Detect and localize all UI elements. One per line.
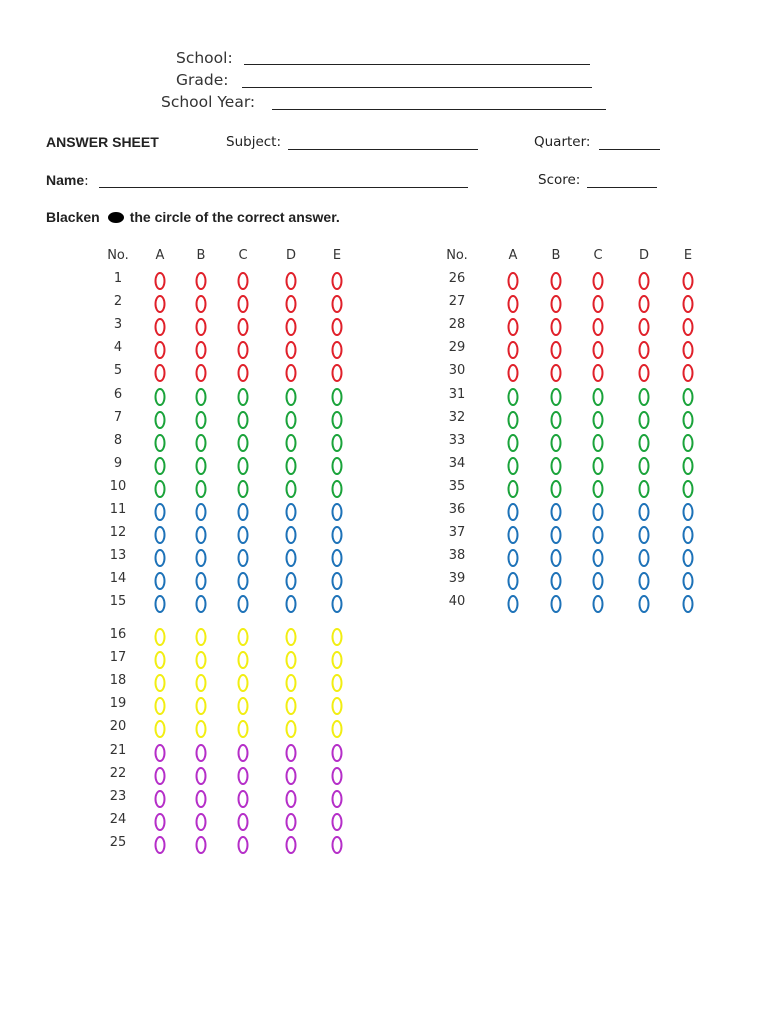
answer-bubble-c[interactable] [593,411,604,429]
question-number: 7 [113,409,123,425]
answer-bubble-a[interactable] [155,318,166,336]
score-blank[interactable] [587,187,657,188]
left-choice-e-header: E [332,248,342,263]
question-number: 22 [109,765,127,781]
answer-bubble-d[interactable] [286,595,297,613]
right-choice-e-header: E [683,248,693,263]
answer-bubble-b[interactable] [196,341,207,359]
answer-bubble-e[interactable] [332,697,343,715]
answer-bubble-b[interactable] [196,836,207,854]
answer-bubble-d[interactable] [639,549,650,567]
answer-bubble-b[interactable] [551,503,562,521]
answer-bubble-d[interactable] [286,388,297,406]
answer-bubble-b[interactable] [196,767,207,785]
answer-bubble-a[interactable] [508,318,519,336]
answer-bubble-d[interactable] [286,628,297,646]
instruction-blacken: Blacken [46,209,100,225]
answer-bubble-c[interactable] [238,480,249,498]
answer-bubble-a[interactable] [155,744,166,762]
subject-label: Subject: [226,134,282,150]
answer-bubble-b[interactable] [551,457,562,475]
answer-bubble-d[interactable] [639,480,650,498]
question-number: 14 [109,571,127,587]
answer-bubble-d[interactable] [286,457,297,475]
answer-bubble-c[interactable] [238,674,249,692]
answer-bubble-b[interactable] [196,651,207,669]
answer-bubble-b[interactable] [196,503,207,521]
question-number: 27 [448,294,466,310]
score-label: Score: [538,172,581,188]
answer-bubble-a[interactable] [508,341,519,359]
answer-bubble-a[interactable] [155,813,166,831]
answer-bubble-d[interactable] [286,836,297,854]
question-number: 9 [113,455,123,471]
answer-bubble-b[interactable] [196,549,207,567]
right-choice-a-header: A [508,248,518,263]
answer-bubble-c[interactable] [238,364,249,382]
question-number: 5 [113,363,123,379]
answer-bubble-b[interactable] [551,318,562,336]
answer-bubble-b[interactable] [196,480,207,498]
answer-bubble-e[interactable] [332,790,343,808]
answer-bubble-c[interactable] [593,457,604,475]
answer-bubble-e[interactable] [332,674,343,692]
answer-bubble-c[interactable] [593,272,604,290]
answer-bubble-e[interactable] [332,457,343,475]
answer-bubble-b[interactable] [196,572,207,590]
question-number: 8 [113,432,123,448]
name-field [46,172,89,189]
school-label: School: [176,49,233,67]
answer-bubble-c[interactable] [238,503,249,521]
answer-bubble-a[interactable] [155,341,166,359]
answer-bubble-c[interactable] [238,697,249,715]
answer-bubble-c[interactable] [238,388,249,406]
question-number: 20 [109,719,127,735]
answer-bubble-b[interactable] [196,526,207,544]
answer-bubble-d[interactable] [639,341,650,359]
answer-bubble-e[interactable] [683,364,694,382]
answer-bubble-a[interactable] [155,272,166,290]
answer-bubble-c[interactable] [238,295,249,313]
answer-bubble-e[interactable] [683,526,694,544]
answer-bubble-b[interactable] [196,697,207,715]
answer-bubble-e[interactable] [683,549,694,567]
answer-bubble-d[interactable] [639,364,650,382]
answer-bubble-b[interactable] [551,341,562,359]
answer-bubble-c[interactable] [238,813,249,831]
question-number: 2 [113,294,123,310]
answer-bubble-e[interactable] [683,595,694,613]
answer-bubble-a[interactable] [155,790,166,808]
name-label: Name [46,172,85,188]
question-number: 39 [448,571,466,587]
answer-bubble-a[interactable] [155,674,166,692]
answer-bubble-b[interactable] [551,388,562,406]
question-number: 13 [109,548,127,564]
answer-bubble-e[interactable] [332,572,343,590]
answer-bubble-a[interactable] [508,411,519,429]
answer-bubble-d[interactable] [286,318,297,336]
answer-bubble-e[interactable] [332,341,343,359]
answer-bubble-c[interactable] [593,434,604,452]
answer-bubble-e[interactable] [332,411,343,429]
answer-bubble-c[interactable] [238,744,249,762]
question-number: 38 [448,548,466,564]
answer-bubble-a[interactable] [155,526,166,544]
answer-bubble-c[interactable] [238,549,249,567]
answer-bubble-e[interactable] [332,836,343,854]
answer-bubble-e[interactable] [332,651,343,669]
answer-bubble-d[interactable] [639,272,650,290]
answer-bubble-b[interactable] [551,526,562,544]
answer-bubble-b[interactable] [196,813,207,831]
answer-bubble-d[interactable] [639,503,650,521]
answer-bubble-e[interactable] [332,526,343,544]
answer-bubble-b[interactable] [196,272,207,290]
answer-bubble-d[interactable] [286,790,297,808]
grade-label: Grade: [176,71,229,89]
quarter-blank[interactable] [599,149,660,150]
question-number: 25 [109,834,127,850]
question-number: 34 [448,455,466,471]
answer-bubble-a[interactable] [155,836,166,854]
answer-bubble-d[interactable] [286,411,297,429]
answer-bubble-c[interactable] [238,628,249,646]
answer-bubble-d[interactable] [639,434,650,452]
answer-bubble-d[interactable] [639,411,650,429]
answer-bubble-e[interactable] [332,767,343,785]
answer-bubble-c[interactable] [593,549,604,567]
answer-bubble-e[interactable] [332,813,343,831]
question-number: 21 [109,742,127,758]
answer-bubble-c[interactable] [238,720,249,738]
answer-bubble-e[interactable] [683,388,694,406]
answer-bubble-d[interactable] [639,595,650,613]
answer-bubble-d[interactable] [286,364,297,382]
school-field [176,49,233,67]
question-number: 15 [109,594,127,610]
answer-bubble-b[interactable] [196,388,207,406]
answer-bubble-a[interactable] [155,388,166,406]
answer-bubble-e[interactable] [683,503,694,521]
answer-bubble-d[interactable] [286,720,297,738]
answer-bubble-d[interactable] [286,651,297,669]
answer-bubble-c[interactable] [593,480,604,498]
answer-bubble-d[interactable] [639,318,650,336]
answer-bubble-e[interactable] [332,364,343,382]
question-number: 6 [113,386,123,402]
answer-bubble-c[interactable] [238,411,249,429]
answer-bubble-e[interactable] [683,411,694,429]
answer-bubble-c[interactable] [593,388,604,406]
answer-bubble-a[interactable] [155,720,166,738]
question-number: 17 [109,650,127,666]
answer-bubble-c[interactable] [238,272,249,290]
left-choice-c-header: C [238,248,248,263]
question-number: 31 [448,386,466,402]
answer-bubble-a[interactable] [155,434,166,452]
answer-bubble-b[interactable] [196,295,207,313]
answer-bubble-e[interactable] [332,628,343,646]
answer-bubble-a[interactable] [155,572,166,590]
answer-bubble-e[interactable] [683,434,694,452]
right-choice-d-header: D [638,248,650,263]
question-number: 1 [113,271,123,286]
answer-bubble-e[interactable] [332,295,343,313]
answer-bubble-c[interactable] [238,434,249,452]
answer-bubble-b[interactable] [551,572,562,590]
answer-bubble-b[interactable] [551,364,562,382]
answer-bubble-a[interactable] [508,549,519,567]
answer-bubble-a[interactable] [508,434,519,452]
answer-bubble-b[interactable] [551,295,562,313]
answer-bubble-b[interactable] [196,318,207,336]
answer-bubble-a[interactable] [508,272,519,290]
answer-bubble-c[interactable] [238,526,249,544]
answer-bubble-e[interactable] [332,503,343,521]
answer-bubble-e[interactable] [332,388,343,406]
answer-bubble-b[interactable] [196,411,207,429]
answer-bubble-d[interactable] [286,503,297,521]
question-number: 19 [109,696,127,712]
answer-bubble-a[interactable] [508,388,519,406]
question-number: 23 [109,788,127,804]
answer-bubble-e[interactable] [683,480,694,498]
answer-bubble-c[interactable] [238,318,249,336]
answer-bubble-c[interactable] [593,364,604,382]
answer-bubble-a[interactable] [508,457,519,475]
answer-bubble-e[interactable] [683,295,694,313]
answer-bubble-d[interactable] [286,272,297,290]
answer-bubble-e[interactable] [332,318,343,336]
left-choice-d-header: D [285,248,297,263]
answer-bubble-e[interactable] [332,595,343,613]
answer-bubble-a[interactable] [155,411,166,429]
answer-bubble-d[interactable] [286,674,297,692]
answer-bubble-a[interactable] [155,767,166,785]
question-number: 10 [109,478,127,494]
answer-bubble-c[interactable] [593,572,604,590]
answer-bubble-a[interactable] [508,572,519,590]
question-number: 32 [448,409,466,425]
answer-bubble-c[interactable] [238,767,249,785]
answer-bubble-e[interactable] [683,272,694,290]
answer-bubble-d[interactable] [286,341,297,359]
answer-bubble-d[interactable] [286,480,297,498]
quarter-label: Quarter: [534,134,591,150]
answer-bubble-d[interactable] [286,697,297,715]
school-year-field [161,93,255,111]
answer-bubble-d[interactable] [286,572,297,590]
instruction [46,209,340,225]
answer-bubble-c[interactable] [593,595,604,613]
question-number: 36 [448,502,466,517]
answer-bubble-c[interactable] [593,503,604,521]
answer-bubble-c[interactable] [593,295,604,313]
grade-blank[interactable] [242,87,592,88]
answer-bubble-d[interactable] [286,434,297,452]
answer-bubble-a[interactable] [508,295,519,313]
answer-bubble-e[interactable] [332,434,343,452]
answer-bubble-b[interactable] [196,628,207,646]
answer-bubble-c[interactable] [238,341,249,359]
question-number: 37 [448,525,466,541]
answer-bubble-d[interactable] [286,549,297,567]
question-number: 11 [109,502,127,517]
school-year-blank[interactable] [272,109,606,110]
answer-bubble-c[interactable] [238,651,249,669]
answer-bubble-a[interactable] [155,480,166,498]
filled-circle-icon [108,212,124,223]
answer-bubble-e[interactable] [332,549,343,567]
answer-bubble-d[interactable] [286,744,297,762]
answer-bubble-b[interactable] [196,744,207,762]
answer-bubble-c[interactable] [238,836,249,854]
question-number: 16 [109,627,127,642]
question-number: 4 [113,340,123,356]
answer-bubble-d[interactable] [639,526,650,544]
answer-bubble-d[interactable] [639,572,650,590]
question-number: 3 [113,317,123,333]
question-number: 35 [448,478,466,494]
answer-bubble-a[interactable] [508,480,519,498]
answer-bubble-b[interactable] [196,674,207,692]
grade-field [176,71,228,89]
answer-bubble-a[interactable] [508,526,519,544]
answer-bubble-b[interactable] [551,595,562,613]
answer-bubble-c[interactable] [593,318,604,336]
right-no-header: No. [446,248,468,263]
answer-bubble-a[interactable] [508,503,519,521]
left-choice-b-header: B [196,248,206,263]
answer-bubble-c[interactable] [238,572,249,590]
answer-bubble-e[interactable] [683,457,694,475]
name-blank[interactable] [99,187,468,188]
answer-bubble-a[interactable] [155,295,166,313]
question-number: 18 [109,673,127,689]
answer-bubble-d[interactable] [639,388,650,406]
question-number: 33 [448,432,466,448]
answer-bubble-d[interactable] [286,526,297,544]
answer-bubble-b[interactable] [196,720,207,738]
answer-bubble-a[interactable] [155,549,166,567]
answer-bubble-d[interactable] [286,813,297,831]
answer-bubble-e[interactable] [683,572,694,590]
question-number: 12 [109,525,127,541]
answer-bubble-b[interactable] [196,595,207,613]
answer-bubble-e[interactable] [332,272,343,290]
answer-bubble-b[interactable] [551,434,562,452]
answer-bubble-a[interactable] [155,628,166,646]
left-choice-a-header: A [155,248,165,263]
answer-bubble-a[interactable] [155,595,166,613]
answer-bubble-e[interactable] [683,318,694,336]
answer-bubble-e[interactable] [332,720,343,738]
answer-bubble-a[interactable] [155,651,166,669]
answer-bubble-b[interactable] [196,457,207,475]
answer-bubble-e[interactable] [332,480,343,498]
answer-bubble-d[interactable] [286,295,297,313]
answer-bubble-b[interactable] [196,434,207,452]
question-number: 24 [109,811,127,827]
school-blank[interactable] [244,64,590,65]
answer-bubble-b[interactable] [196,364,207,382]
answer-bubble-b[interactable] [551,549,562,567]
question-number: 26 [448,271,466,286]
answer-bubble-a[interactable] [155,697,166,715]
left-no-header: No. [107,248,129,263]
answer-bubble-d[interactable] [639,457,650,475]
answer-bubble-d[interactable] [286,767,297,785]
question-number: 28 [448,317,466,333]
right-choice-c-header: C [593,248,603,263]
answer-bubble-c[interactable] [238,595,249,613]
answer-bubble-b[interactable] [196,790,207,808]
subject-blank[interactable] [288,149,478,150]
answer-bubble-c[interactable] [593,341,604,359]
question-number: 40 [448,594,466,610]
answer-bubble-a[interactable] [155,503,166,521]
answer-bubble-e[interactable] [683,341,694,359]
answer-bubble-b[interactable] [551,480,562,498]
answer-sheet-title: ANSWER SHEET [46,134,159,150]
answer-bubble-a[interactable] [155,457,166,475]
answer-bubble-a[interactable] [508,595,519,613]
answer-bubble-e[interactable] [332,744,343,762]
answer-bubble-d[interactable] [639,295,650,313]
name-colon: : [84,173,89,189]
right-choice-b-header: B [551,248,561,263]
answer-bubble-b[interactable] [551,272,562,290]
question-number: 29 [448,340,466,356]
answer-bubble-c[interactable] [238,790,249,808]
answer-bubble-a[interactable] [155,364,166,382]
question-number: 30 [448,363,466,379]
answer-bubble-a[interactable] [508,364,519,382]
answer-bubble-c[interactable] [238,457,249,475]
instruction-text: the circle of the correct answer. [129,209,340,225]
answer-bubble-c[interactable] [593,526,604,544]
school-year-label: School Year: [161,93,256,111]
answer-bubble-b[interactable] [551,411,562,429]
